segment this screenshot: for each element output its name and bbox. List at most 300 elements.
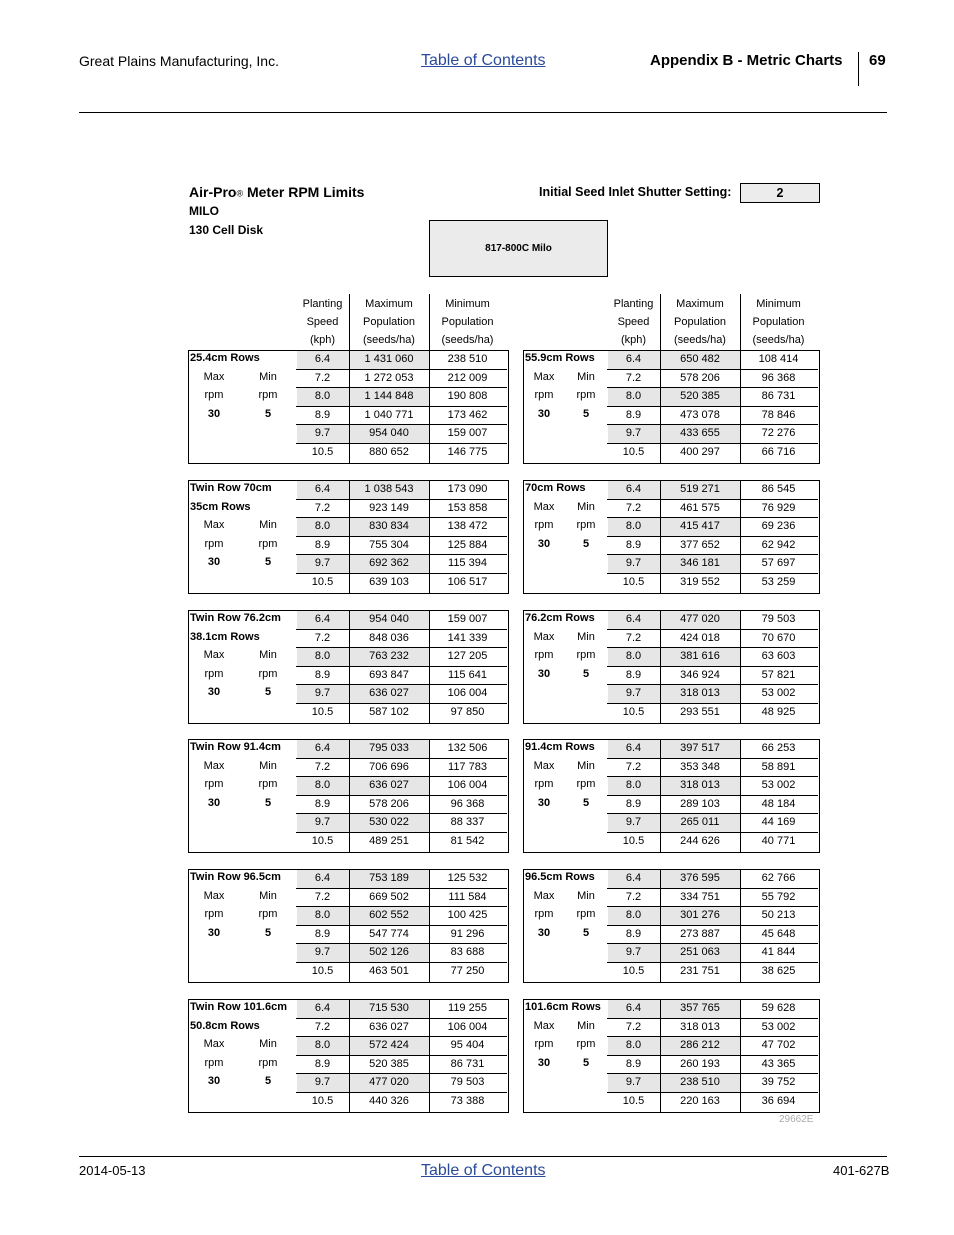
max-population-cell: 755 304 bbox=[369, 538, 409, 551]
max-population-cell: 753 189 bbox=[369, 872, 409, 884]
max-population-cell: 318 013 bbox=[680, 1020, 720, 1033]
rpm-label: rpm bbox=[204, 778, 224, 791]
rpm-label: rpm bbox=[534, 649, 554, 662]
max-population-cell: 415 417 bbox=[680, 520, 720, 533]
rpm-label: Max bbox=[203, 519, 225, 532]
column-header: Minimum bbox=[756, 298, 801, 310]
min-population-cell: 57 821 bbox=[761, 668, 796, 681]
max-population-cell: 519 271 bbox=[680, 483, 720, 495]
speed-cell: 8.0 bbox=[625, 390, 642, 403]
rpm-label: rpm bbox=[204, 1056, 224, 1069]
max-population-cell: 650 482 bbox=[680, 353, 720, 365]
speed-cell: 10.5 bbox=[311, 706, 334, 718]
speed-cell: 10.5 bbox=[622, 965, 645, 977]
max-population-cell: 473 078 bbox=[680, 408, 720, 421]
speed-cell: 8.0 bbox=[314, 390, 331, 403]
column-header: (kph) bbox=[309, 334, 336, 346]
speed-cell: 6.4 bbox=[314, 613, 331, 625]
rpm-value: 5 bbox=[582, 667, 590, 680]
min-population-cell: 36 694 bbox=[761, 1095, 796, 1107]
speed-cell: 10.5 bbox=[311, 1095, 334, 1107]
shutter-label: Initial Seed Inlet Shutter Setting: bbox=[539, 185, 732, 199]
max-population-cell: 706 696 bbox=[369, 760, 409, 773]
row-spacing-label: Twin Row 76.2cm bbox=[190, 612, 281, 624]
max-population-cell: 377 652 bbox=[680, 538, 720, 551]
footer-date: 2014-05-13 bbox=[79, 1163, 146, 1178]
max-population-cell: 954 040 bbox=[369, 613, 409, 625]
rpm-label: rpm bbox=[258, 778, 278, 791]
max-population-cell: 578 206 bbox=[680, 371, 720, 384]
min-population-cell: 106 004 bbox=[447, 779, 488, 792]
column-header: Maximum bbox=[676, 298, 724, 310]
rpm-value: 30 bbox=[207, 926, 221, 939]
min-population-cell: 97 850 bbox=[450, 706, 485, 718]
speed-cell: 9.7 bbox=[314, 816, 331, 829]
column-header: Population bbox=[441, 316, 494, 328]
column-header: Population bbox=[674, 316, 726, 328]
max-population-cell: 346 181 bbox=[680, 557, 720, 570]
speed-cell: 6.4 bbox=[314, 483, 331, 495]
speed-cell: 10.5 bbox=[311, 576, 334, 588]
speed-cell: 8.0 bbox=[314, 650, 331, 663]
max-population-cell: 954 040 bbox=[369, 427, 409, 440]
rpm-label: Min bbox=[259, 759, 277, 772]
min-population-cell: 106 004 bbox=[447, 1020, 488, 1033]
min-population-cell: 125 884 bbox=[447, 538, 488, 551]
max-population-cell: 636 027 bbox=[369, 687, 409, 700]
speed-cell: 6.4 bbox=[625, 872, 642, 884]
column-divider bbox=[740, 294, 741, 350]
max-population-cell: 301 276 bbox=[680, 909, 720, 922]
section-title: Appendix B - Metric Charts bbox=[650, 52, 843, 69]
rpm-value: 30 bbox=[207, 556, 221, 569]
speed-cell: 10.5 bbox=[622, 1095, 645, 1107]
column-header: (seeds/ha) bbox=[441, 334, 494, 346]
min-population-cell: 72 276 bbox=[761, 427, 796, 440]
speed-cell: 10.5 bbox=[311, 965, 334, 977]
column-header: Population bbox=[363, 316, 415, 328]
rpm-value: 5 bbox=[264, 686, 272, 699]
speed-cell: 6.4 bbox=[625, 353, 642, 365]
max-population-cell: 692 362 bbox=[369, 557, 409, 570]
toc-link-header[interactable]: Table of Contents bbox=[421, 52, 546, 69]
speed-cell: 7.2 bbox=[314, 501, 331, 514]
rpm-label: rpm bbox=[534, 389, 554, 402]
page-number: 69 bbox=[869, 52, 886, 69]
max-population-cell: 763 232 bbox=[369, 650, 409, 663]
max-population-cell: 923 149 bbox=[369, 501, 409, 514]
speed-cell: 8.0 bbox=[314, 520, 331, 533]
header-rule bbox=[79, 112, 887, 113]
speed-cell: 6.4 bbox=[314, 742, 331, 754]
min-population-cell: 53 002 bbox=[761, 687, 796, 700]
max-population-cell: 1 272 053 bbox=[364, 371, 414, 384]
rpm-value: 5 bbox=[264, 407, 272, 420]
min-population-cell: 132 506 bbox=[447, 742, 488, 754]
max-population-cell: 353 348 bbox=[680, 760, 720, 773]
min-population-cell: 190 808 bbox=[447, 390, 488, 403]
min-population-cell: 159 007 bbox=[447, 427, 488, 440]
min-population-cell: 117 783 bbox=[448, 760, 487, 773]
rpm-label: Max bbox=[533, 889, 555, 902]
rpm-label: Max bbox=[203, 370, 225, 383]
min-population-cell: 119 255 bbox=[448, 1002, 487, 1014]
figure-number: 29662E bbox=[779, 1114, 814, 1125]
min-population-cell: 47 702 bbox=[761, 1039, 796, 1052]
rpm-value: 5 bbox=[582, 926, 590, 939]
rpm-label: Max bbox=[203, 759, 225, 772]
min-population-cell: 238 510 bbox=[447, 353, 488, 365]
speed-cell: 8.9 bbox=[625, 408, 642, 421]
max-population-cell: 693 847 bbox=[369, 668, 409, 681]
speed-cell: 9.7 bbox=[625, 557, 642, 570]
max-population-cell: 572 424 bbox=[369, 1039, 409, 1052]
rpm-label: Min bbox=[259, 1038, 277, 1051]
rpm-label: Max bbox=[533, 759, 555, 772]
min-population-cell: 48 925 bbox=[761, 706, 796, 718]
speed-cell: 8.0 bbox=[625, 909, 642, 922]
speed-cell: 10.5 bbox=[622, 835, 645, 847]
min-population-cell: 76 929 bbox=[761, 501, 796, 514]
min-population-cell: 86 731 bbox=[450, 1057, 485, 1070]
column-header: (seeds/ha) bbox=[674, 334, 726, 346]
rpm-value: 30 bbox=[207, 796, 221, 809]
rpm-label: rpm bbox=[534, 519, 554, 532]
min-population-cell: 58 891 bbox=[761, 760, 796, 773]
max-population-cell: 231 751 bbox=[680, 965, 720, 977]
column-header: Speed bbox=[306, 316, 339, 328]
speed-cell: 8.9 bbox=[314, 1057, 331, 1070]
max-population-cell: 1 144 848 bbox=[364, 390, 414, 403]
row-spacing-label: Twin Row 91.4cm bbox=[190, 741, 281, 753]
min-population-cell: 88 337 bbox=[450, 816, 485, 829]
column-divider bbox=[660, 294, 661, 350]
min-population-cell: 38 625 bbox=[761, 965, 796, 977]
rpm-label: Min bbox=[577, 630, 595, 643]
rpm-label: rpm bbox=[576, 389, 596, 402]
min-population-cell: 96 368 bbox=[761, 371, 796, 384]
max-population-cell: 400 297 bbox=[680, 446, 720, 458]
min-population-cell: 79 503 bbox=[761, 613, 796, 625]
speed-cell: 8.9 bbox=[625, 668, 642, 681]
min-population-cell: 59 628 bbox=[761, 1002, 796, 1014]
speed-cell: 8.9 bbox=[625, 1057, 642, 1070]
rpm-value: 30 bbox=[207, 407, 221, 420]
max-population-cell: 489 251 bbox=[369, 835, 409, 847]
max-population-cell: 461 575 bbox=[680, 501, 720, 514]
speed-cell: 9.7 bbox=[625, 687, 642, 700]
speed-cell: 7.2 bbox=[314, 1020, 331, 1033]
min-population-cell: 173 462 bbox=[447, 408, 488, 421]
max-population-cell: 273 887 bbox=[680, 927, 720, 940]
min-population-cell: 53 002 bbox=[761, 779, 796, 792]
max-population-cell: 520 385 bbox=[680, 390, 720, 403]
speed-cell: 7.2 bbox=[625, 631, 642, 644]
rpm-value: 5 bbox=[582, 537, 590, 550]
max-population-cell: 346 924 bbox=[680, 668, 720, 681]
row-spacing-label: 70cm Rows bbox=[525, 482, 586, 494]
model-box: 817-800C Milo bbox=[429, 220, 608, 277]
max-population-cell: 547 774 bbox=[369, 927, 409, 940]
max-population-cell: 1 038 543 bbox=[364, 483, 414, 495]
footer-rule bbox=[79, 1156, 887, 1157]
speed-cell: 8.0 bbox=[314, 909, 331, 922]
min-population-cell: 70 670 bbox=[761, 631, 796, 644]
max-population-cell: 433 655 bbox=[680, 427, 720, 440]
toc-link-footer[interactable]: Table of Contents bbox=[421, 1162, 546, 1179]
rpm-label: Min bbox=[259, 889, 277, 902]
min-population-cell: 66 253 bbox=[761, 742, 796, 754]
max-population-cell: 319 552 bbox=[680, 576, 720, 588]
rpm-label: Max bbox=[533, 370, 555, 383]
max-population-cell: 244 626 bbox=[680, 835, 720, 847]
speed-cell: 9.7 bbox=[625, 946, 642, 959]
column-header: (kph) bbox=[620, 334, 647, 346]
company-name: Great Plains Manufacturing, Inc. bbox=[79, 53, 279, 69]
min-population-cell: 73 388 bbox=[450, 1095, 485, 1107]
row-spacing-label: Twin Row 96.5cm bbox=[190, 871, 281, 883]
max-population-cell: 289 103 bbox=[680, 797, 720, 810]
rpm-label: rpm bbox=[204, 908, 224, 921]
max-population-cell: 318 013 bbox=[680, 687, 720, 700]
max-population-cell: 1 040 771 bbox=[364, 408, 414, 421]
max-population-cell: 424 018 bbox=[680, 631, 720, 644]
speed-cell: 6.4 bbox=[625, 1002, 642, 1014]
min-population-cell: 141 339 bbox=[447, 631, 488, 644]
min-population-cell: 45 648 bbox=[761, 927, 796, 940]
speed-cell: 8.0 bbox=[625, 650, 642, 663]
min-population-cell: 100 425 bbox=[447, 909, 488, 922]
column-header: (seeds/ha) bbox=[752, 334, 805, 346]
max-population-cell: 238 510 bbox=[680, 1076, 720, 1089]
max-population-cell: 357 765 bbox=[680, 1002, 720, 1014]
rpm-label: rpm bbox=[576, 908, 596, 921]
min-population-cell: 62 942 bbox=[761, 538, 796, 551]
max-population-cell: 830 834 bbox=[369, 520, 409, 533]
speed-cell: 7.2 bbox=[314, 371, 331, 384]
speed-cell: 9.7 bbox=[625, 1076, 642, 1089]
speed-cell: 7.2 bbox=[314, 890, 331, 903]
rpm-label: Min bbox=[577, 759, 595, 772]
column-header: Minimum bbox=[445, 298, 490, 310]
rpm-label: Max bbox=[533, 630, 555, 643]
rpm-value: 5 bbox=[264, 796, 272, 809]
speed-cell: 8.0 bbox=[625, 1039, 642, 1052]
rpm-value: 30 bbox=[537, 537, 551, 550]
speed-cell: 10.5 bbox=[622, 576, 645, 588]
speed-cell: 6.4 bbox=[314, 872, 331, 884]
rpm-label: rpm bbox=[258, 389, 278, 402]
rpm-label: Min bbox=[259, 519, 277, 532]
min-population-cell: 62 766 bbox=[761, 872, 796, 884]
rpm-value: 30 bbox=[537, 1056, 551, 1069]
row-spacing-label: Twin Row 70cm bbox=[190, 482, 272, 494]
speed-cell: 7.2 bbox=[625, 1020, 642, 1033]
max-population-cell: 251 063 bbox=[680, 946, 720, 959]
speed-cell: 10.5 bbox=[622, 446, 645, 458]
speed-cell: 8.9 bbox=[625, 538, 642, 551]
rpm-label: rpm bbox=[258, 1056, 278, 1069]
speed-cell: 8.0 bbox=[625, 520, 642, 533]
rpm-label: Max bbox=[203, 1038, 225, 1051]
shutter-value: 2 bbox=[740, 183, 820, 203]
min-population-cell: 173 090 bbox=[447, 483, 488, 495]
max-population-cell: 636 027 bbox=[369, 779, 409, 792]
min-population-cell: 44 169 bbox=[761, 816, 796, 829]
min-population-cell: 111 584 bbox=[448, 890, 487, 903]
speed-cell: 8.9 bbox=[314, 408, 331, 421]
row-spacing-label: 76.2cm Rows bbox=[525, 612, 595, 624]
speed-cell: 9.7 bbox=[314, 946, 331, 959]
min-population-cell: 153 858 bbox=[447, 501, 488, 514]
max-population-cell: 260 193 bbox=[680, 1057, 720, 1070]
rpm-value: 30 bbox=[537, 926, 551, 939]
min-population-cell: 212 009 bbox=[447, 371, 488, 384]
speed-cell: 7.2 bbox=[625, 371, 642, 384]
rpm-label: rpm bbox=[258, 908, 278, 921]
max-population-cell: 477 020 bbox=[680, 613, 720, 625]
rpm-label: Min bbox=[577, 370, 595, 383]
max-population-cell: 669 502 bbox=[369, 890, 409, 903]
column-header: (seeds/ha) bbox=[363, 334, 415, 346]
rpm-value: 30 bbox=[207, 1075, 221, 1088]
rpm-label: rpm bbox=[534, 778, 554, 791]
column-divider bbox=[349, 294, 350, 350]
min-population-cell: 95 404 bbox=[450, 1039, 485, 1052]
speed-cell: 9.7 bbox=[314, 557, 331, 570]
speed-cell: 9.7 bbox=[625, 427, 642, 440]
max-population-cell: 440 326 bbox=[369, 1095, 409, 1107]
row-spacing-label: 91.4cm Rows bbox=[525, 741, 595, 753]
min-population-cell: 48 184 bbox=[761, 797, 796, 810]
max-population-cell: 286 212 bbox=[680, 1039, 720, 1052]
rpm-label: rpm bbox=[534, 1038, 554, 1051]
max-population-cell: 602 552 bbox=[369, 909, 409, 922]
max-population-cell: 334 751 bbox=[680, 890, 720, 903]
speed-cell: 8.0 bbox=[314, 1039, 331, 1052]
max-population-cell: 502 126 bbox=[369, 946, 409, 959]
max-population-cell: 381 616 bbox=[680, 650, 720, 663]
row-spacing-label: 50.8cm Rows bbox=[190, 1019, 260, 1032]
min-population-cell: 86 545 bbox=[761, 483, 796, 495]
min-population-cell: 125 532 bbox=[447, 872, 488, 884]
speed-cell: 9.7 bbox=[625, 816, 642, 829]
speed-cell: 6.4 bbox=[625, 483, 642, 495]
max-population-cell: 477 020 bbox=[369, 1076, 409, 1089]
min-population-cell: 41 844 bbox=[761, 946, 796, 959]
speed-cell: 8.9 bbox=[625, 797, 642, 810]
min-population-cell: 66 716 bbox=[761, 446, 796, 458]
rpm-label: rpm bbox=[258, 667, 278, 680]
rpm-label: Max bbox=[203, 649, 225, 662]
min-population-cell: 96 368 bbox=[450, 797, 485, 810]
min-population-cell: 106 004 bbox=[447, 687, 488, 700]
min-population-cell: 146 775 bbox=[447, 446, 488, 458]
rpm-value: 5 bbox=[582, 796, 590, 809]
rpm-value: 5 bbox=[582, 407, 590, 420]
min-population-cell: 53 259 bbox=[761, 576, 796, 588]
speed-cell: 8.9 bbox=[314, 668, 331, 681]
speed-cell: 7.2 bbox=[625, 501, 642, 514]
rpm-label: rpm bbox=[204, 537, 224, 550]
max-population-cell: 587 102 bbox=[369, 706, 409, 718]
speed-cell: 7.2 bbox=[625, 890, 642, 903]
max-population-cell: 520 385 bbox=[369, 1057, 409, 1070]
speed-cell: 7.2 bbox=[314, 631, 331, 644]
speed-cell: 6.4 bbox=[314, 353, 331, 365]
rpm-label: Min bbox=[577, 889, 595, 902]
column-header: Speed bbox=[617, 316, 650, 328]
min-population-cell: 81 542 bbox=[450, 835, 485, 847]
min-population-cell: 39 752 bbox=[761, 1076, 796, 1089]
rpm-label: Min bbox=[259, 370, 277, 383]
min-population-cell: 53 002 bbox=[761, 1020, 796, 1033]
speed-cell: 6.4 bbox=[625, 742, 642, 754]
rpm-value: 5 bbox=[264, 1075, 272, 1088]
rpm-label: Min bbox=[577, 1019, 595, 1032]
speed-cell: 6.4 bbox=[314, 1002, 331, 1014]
speed-cell: 7.2 bbox=[625, 760, 642, 773]
min-population-cell: 63 603 bbox=[761, 650, 796, 663]
min-population-cell: 57 697 bbox=[761, 557, 796, 570]
max-population-cell: 220 163 bbox=[680, 1095, 720, 1107]
max-population-cell: 1 431 060 bbox=[364, 353, 414, 365]
max-population-cell: 715 530 bbox=[369, 1002, 409, 1014]
min-population-cell: 108 414 bbox=[758, 353, 799, 365]
speed-cell: 9.7 bbox=[314, 1076, 331, 1089]
max-population-cell: 795 033 bbox=[369, 742, 409, 754]
min-population-cell: 77 250 bbox=[450, 965, 485, 977]
max-population-cell: 880 652 bbox=[369, 446, 409, 458]
min-population-cell: 69 236 bbox=[761, 520, 796, 533]
rpm-label: rpm bbox=[576, 649, 596, 662]
rpm-value: 5 bbox=[264, 926, 272, 939]
column-header: Population bbox=[752, 316, 805, 328]
max-population-cell: 376 595 bbox=[680, 872, 720, 884]
min-population-cell: 86 731 bbox=[761, 390, 796, 403]
row-spacing-label: 96.5cm Rows bbox=[525, 871, 595, 883]
max-population-cell: 530 022 bbox=[369, 816, 409, 829]
column-header: Maximum bbox=[365, 298, 413, 310]
speed-cell: 8.9 bbox=[314, 927, 331, 940]
rpm-label: Min bbox=[259, 649, 277, 662]
min-population-cell: 91 296 bbox=[450, 927, 485, 940]
rpm-label: Max bbox=[203, 889, 225, 902]
speed-cell: 10.5 bbox=[311, 835, 334, 847]
rpm-value: 30 bbox=[207, 686, 221, 699]
chart-title: Air-Pro® Meter RPM Limits bbox=[189, 184, 365, 200]
speed-cell: 8.9 bbox=[625, 927, 642, 940]
min-population-cell: 127 205 bbox=[447, 650, 488, 663]
row-spacing-label: 35cm Rows bbox=[190, 500, 251, 513]
max-population-cell: 265 011 bbox=[680, 816, 720, 829]
rpm-value: 30 bbox=[537, 667, 551, 680]
crop-label: MILO bbox=[189, 204, 219, 218]
rpm-value: 5 bbox=[582, 1056, 590, 1069]
rpm-label: rpm bbox=[576, 519, 596, 532]
rpm-label: Min bbox=[577, 500, 595, 513]
min-population-cell: 78 846 bbox=[761, 408, 796, 421]
min-population-cell: 138 472 bbox=[447, 520, 488, 533]
row-spacing-label: 101.6cm Rows bbox=[525, 1001, 601, 1013]
row-spacing-label: Twin Row 101.6cm bbox=[190, 1001, 287, 1013]
rpm-value: 5 bbox=[264, 556, 272, 569]
row-spacing-label: 25.4cm Rows bbox=[190, 352, 260, 364]
row-spacing-label: 38.1cm Rows bbox=[190, 630, 260, 643]
rpm-label: rpm bbox=[204, 389, 224, 402]
speed-cell: 7.2 bbox=[314, 760, 331, 773]
min-population-cell: 115 641 bbox=[448, 668, 487, 681]
